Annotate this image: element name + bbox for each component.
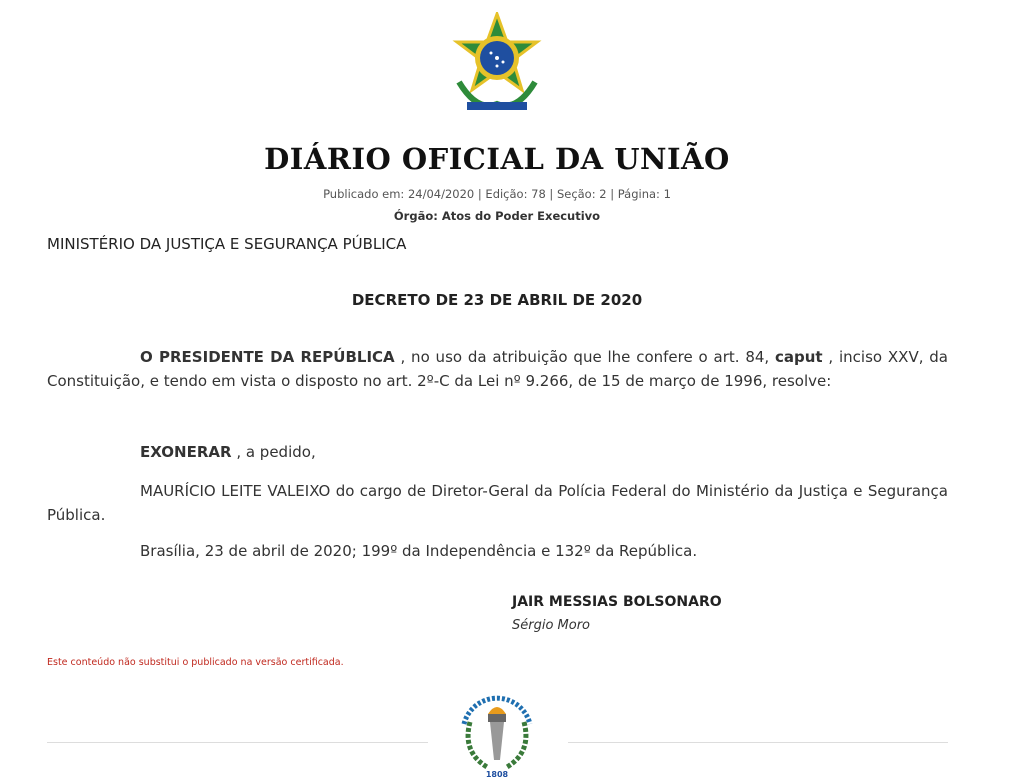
brazil-coat-of-arms-icon [447, 12, 547, 122]
action-verb: EXONERAR [140, 443, 232, 461]
preamble-paragraph [47, 345, 948, 393]
president-label: O PRESIDENTE DA REPÚBLICA [140, 348, 395, 366]
action-text: , a pedido, [231, 443, 316, 461]
publication-info: Publicado em: 24/04/2020 | Edição: 78 | Seção: 2 | Página: 1 [323, 187, 671, 201]
signature: JAIR MESSIAS BOLSONARO [512, 594, 722, 610]
preamble-text-cont: , inciso XXV, da Constituição, e tendo em vista o disposto no art. 2º-C da Lei nº 9.266, de 15 de março de 1996, resolve: [47, 348, 948, 390]
action-paragraph [47, 440, 948, 464]
ministry-name: MINISTÉRIO DA JUSTIÇA E SEGURANÇA PÚBLICA [47, 235, 407, 253]
publication-title: DIÁRIO OFICIAL DA UNIÃO [264, 142, 730, 176]
decree-title: DECRETO DE 23 DE ABRIL DE 2020 [351, 291, 643, 309]
caput-term: caput [775, 348, 823, 366]
countersignature: Sérgio Moro [512, 618, 591, 633]
subject-paragraph: MAURÍCIO LEITE VALEIXO do cargo de Diretor-Geral da Polícia Federal do Ministério da Justiça e Segurança Pública. [47, 482, 948, 524]
date-paragraph: Brasília, 23 de abril de 2020; 199º da Independência e 132º da República. [140, 542, 698, 560]
orgao-label: Órgão: Atos do Poder Executivo [393, 209, 601, 223]
footer-divider-right [568, 742, 948, 743]
svg-text:1808: 1808 [485, 770, 509, 779]
footer-divider-left [47, 742, 428, 743]
preamble-text: , no uso da atribuição que lhe confere o art. 84, [394, 348, 775, 366]
disclaimer-note: Este conteúdo não substitui o publicado na versão certificada. [47, 657, 344, 668]
imprensa-nacional-seal-icon [452, 692, 542, 780]
